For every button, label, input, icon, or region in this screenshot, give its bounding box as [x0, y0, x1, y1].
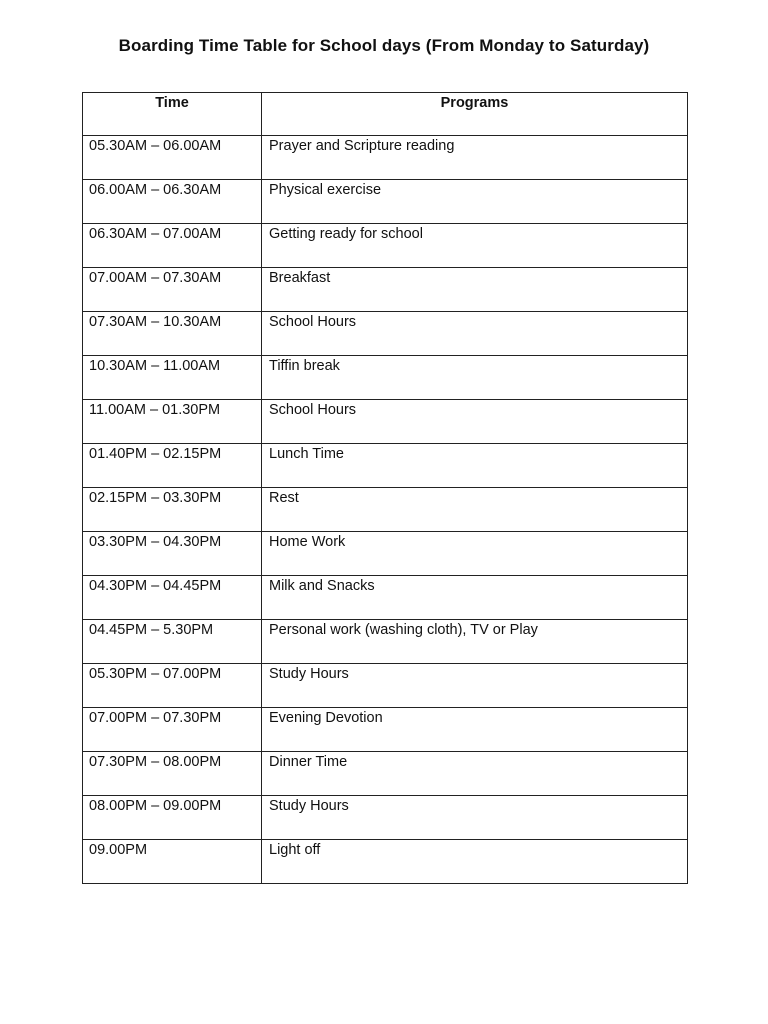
table-row [83, 796, 688, 840]
time-cell: 02.15PM – 03.30PM [83, 488, 262, 532]
time-cell: 04.45PM – 5.30PM [83, 620, 262, 664]
program-cell: Study Hours [262, 796, 688, 840]
time-cell: 09.00PM [83, 840, 262, 884]
time-cell: 01.40PM – 02.15PM [83, 444, 262, 488]
table-row [83, 444, 688, 488]
table-row [83, 356, 688, 400]
programs-column-header: Programs [262, 93, 688, 136]
page-title: Boarding Time Table for School days (From Monday to Saturday) [118, 36, 650, 55]
time-cell: 07.30AM – 10.30AM [83, 312, 262, 356]
timetable [82, 92, 688, 884]
table-row [83, 620, 688, 664]
program-cell: Milk and Snacks [262, 576, 688, 620]
time-cell: 07.00AM – 07.30AM [83, 268, 262, 312]
table-row [83, 576, 688, 620]
table-row [83, 136, 688, 180]
program-cell: Evening Devotion [262, 708, 688, 752]
table-row [83, 664, 688, 708]
program-cell: Study Hours [262, 664, 688, 708]
table-row [83, 400, 688, 444]
table-row [83, 180, 688, 224]
table-row [83, 224, 688, 268]
time-column-header: Time [83, 93, 262, 136]
program-cell: Home Work [262, 532, 688, 576]
program-cell: Rest [262, 488, 688, 532]
program-cell: Getting ready for school [262, 224, 688, 268]
time-cell: 05.30AM – 06.00AM [83, 136, 262, 180]
time-cell: 06.30AM – 07.00AM [83, 224, 262, 268]
time-cell: 05.30PM – 07.00PM [83, 664, 262, 708]
time-cell: 08.00PM – 09.00PM [83, 796, 262, 840]
table-row [83, 532, 688, 576]
table-row [83, 708, 688, 752]
table-row [83, 840, 688, 884]
time-cell: 07.30PM – 08.00PM [83, 752, 262, 796]
time-cell: 06.00AM – 06.30AM [83, 180, 262, 224]
time-cell: 03.30PM – 04.30PM [83, 532, 262, 576]
program-cell: Lunch Time [262, 444, 688, 488]
program-cell: Tiffin break [262, 356, 688, 400]
table-row [83, 488, 688, 532]
program-cell: Breakfast [262, 268, 688, 312]
program-cell: Light off [262, 840, 688, 884]
time-cell: 10.30AM – 11.00AM [83, 356, 262, 400]
table-row [83, 752, 688, 796]
program-cell: Personal work (washing cloth), TV or Play [262, 620, 688, 664]
table-row [83, 312, 688, 356]
program-cell: School Hours [262, 312, 688, 356]
program-cell: Dinner Time [262, 752, 688, 796]
time-cell: 07.00PM – 07.30PM [83, 708, 262, 752]
table-row [83, 268, 688, 312]
program-cell: Physical exercise [262, 180, 688, 224]
table-header-row [83, 93, 688, 136]
time-cell: 11.00AM – 01.30PM [83, 400, 262, 444]
program-cell: School Hours [262, 400, 688, 444]
time-cell: 04.30PM – 04.45PM [83, 576, 262, 620]
program-cell: Prayer and Scripture reading [262, 136, 688, 180]
